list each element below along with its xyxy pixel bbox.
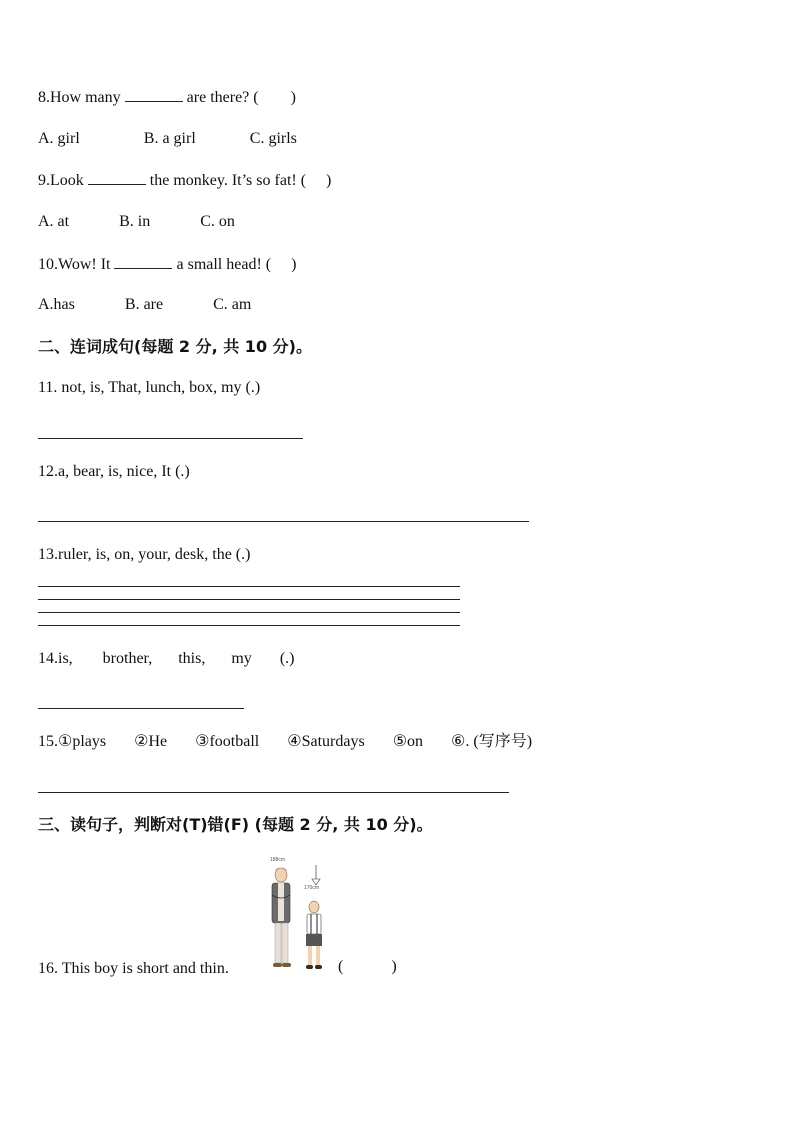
word: brother, [102, 650, 153, 667]
option-b[interactable]: B. in [119, 213, 151, 230]
word: ⑥. (写序号) [451, 733, 533, 750]
word: (.) [279, 650, 295, 667]
option-c[interactable]: C. am [213, 296, 252, 313]
answer-line[interactable] [38, 438, 303, 439]
down-arrow-icon [312, 865, 320, 885]
q8-text-after: are there? [186, 89, 250, 106]
word: my [231, 650, 252, 667]
question-10 [38, 254, 296, 275]
word: this, [178, 650, 206, 667]
answer-parentheses[interactable]: ( ) [253, 89, 296, 106]
question-15 [38, 732, 532, 752]
section-heading-2: 二、连词成句(每题 2 分, 共 10 分)。 [38, 337, 312, 356]
q9-text-after: the monkey. It’s so fat! [149, 172, 297, 189]
q16-text: 16. This boy is short and thin. [38, 960, 229, 977]
q8-text-before: 8.How many [38, 89, 121, 106]
height-comparison-illustration [264, 855, 334, 977]
tall-height-label: 188cm [270, 857, 286, 863]
word: ②He [134, 733, 168, 750]
word: 14.is, [38, 650, 73, 667]
option-c[interactable]: C. girls [249, 130, 297, 147]
answer-blank[interactable] [88, 170, 146, 185]
option-a[interactable]: A. at [38, 213, 70, 230]
word: ③football [195, 733, 260, 750]
answer-line[interactable] [38, 612, 460, 613]
option-b[interactable]: B. are [124, 296, 164, 313]
question-12: 12.a, bear, is, nice, It (.) [38, 463, 190, 480]
q9-text-before: 9.Look [38, 172, 84, 189]
option-a[interactable]: A. girl [38, 130, 80, 147]
question-11: 11. not, is, That, lunch, box, my (.) [38, 379, 261, 396]
answer-line[interactable] [38, 792, 509, 793]
answer-parentheses[interactable]: ( ) [338, 958, 397, 975]
answer-line[interactable] [38, 599, 460, 600]
boy-figure [306, 901, 322, 969]
question-13: 13.ruler, is, on, your, desk, the (.) [38, 546, 251, 563]
answer-line[interactable] [38, 586, 460, 587]
answer-line[interactable] [38, 708, 244, 709]
man-figure [272, 868, 291, 968]
question-8 [38, 87, 296, 108]
short-height-label: 170cm [304, 885, 320, 891]
q10-text-before: 10.Wow! It [38, 256, 111, 273]
question-9 [38, 170, 331, 191]
section-heading-3: 三、读句子，判断对(T)错(F) (每题 2 分, 共 10 分)。 [38, 815, 433, 834]
answer-line[interactable] [38, 625, 460, 626]
answer-line[interactable] [38, 521, 529, 522]
question-14 [38, 649, 294, 669]
option-c[interactable]: C. on [200, 213, 235, 230]
option-a[interactable]: A.has [38, 296, 75, 313]
word: 15.①plays [38, 733, 107, 750]
q8-options [38, 129, 297, 149]
q10-options [38, 295, 251, 315]
answer-blank[interactable] [114, 254, 172, 269]
answer-parentheses[interactable]: ( ) [265, 256, 297, 273]
q9-options [38, 212, 235, 232]
q10-text-after: a small head! [176, 256, 262, 273]
question-16 [38, 959, 229, 979]
answer-blank[interactable] [125, 87, 183, 102]
word: ④Saturdays [287, 733, 365, 750]
answer-parentheses[interactable]: ( ) [300, 172, 332, 189]
word: ⑤on [392, 733, 424, 750]
option-b[interactable]: B. a girl [143, 130, 196, 147]
